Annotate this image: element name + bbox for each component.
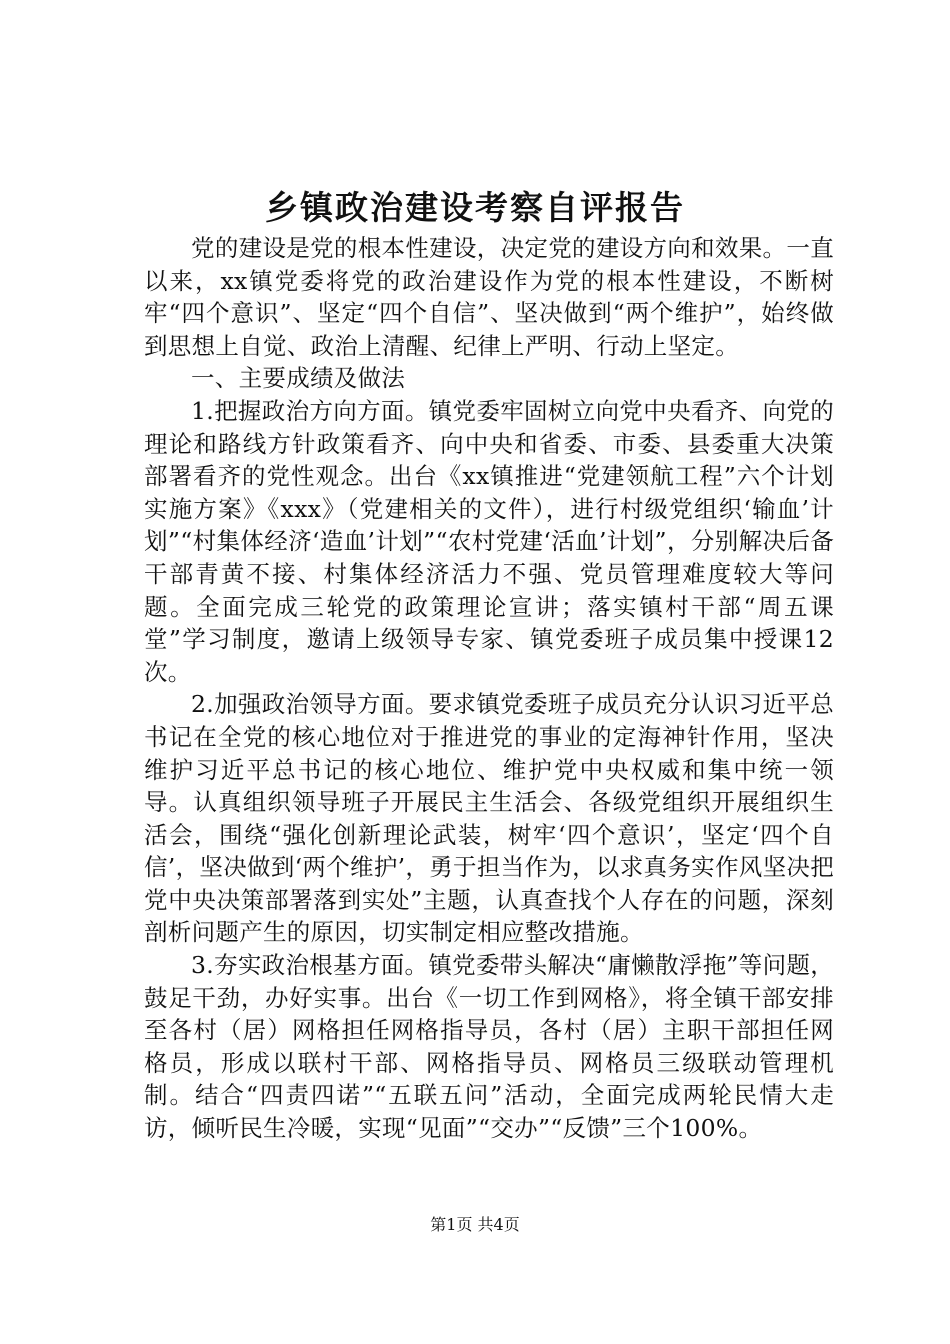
page-footer: 第1页 共4页 — [430, 1215, 520, 1234]
document-body — [144, 232, 834, 1145]
document-title: 乡镇政治建设考察自评报告 — [265, 188, 685, 227]
paragraph-political-foundation: 3.夯实政治根基方面。镇党委带头解决“庸懒散浮拖”等问题，鼓足干劲，办好实事。出台《一切工作到网格》，将全镇干部安排至各村（居）网格担任网格指导员，各村（居）主职干部担任网格员，形成以联村干部、网格指导员、网格员三级联动管理机制。结合“四责四诺”“五联五问”活动，全面完成两轮民情大走访，倾听民生冷暖，实现“见面”“交办”“反馈”三个100%。 — [144, 951, 834, 1143]
paragraph-intro: 党的建设是党的根本性建设，决定党的建设方向和效果。一直以来，xx镇党委将党的政治建设作为党的根本性建设，不断树牢“四个意识”、坚定“四个自信”、坚决做到“两个维护”，始终做到思想上自觉、政治上清醒、纪律上严明、行动上坚定。 — [144, 234, 834, 360]
paragraph-political-leadership: 2.加强政治领导方面。要求镇党委班子成员充分认识习近平总书记在全党的核心地位对于推进党的事业的定海神针作用，坚决维护习近平总书记的核心地位、维护党中央权威和集中统一领导。认真组织领导班子开展民主生活会、各级党组织开展组织生活会，围绕“强化创新理论武装，树牢‘四个意识’，坚定‘四个自信’，坚决做到‘两个维护’，勇于担当作为，以求真务实作风坚决把党中央决策部署落到实处”主题，认真查找个人存在的问题，深刻剖析问题产生的原因，切实制定相应整改措施。 — [144, 690, 834, 947]
section-heading-achievements: 一、主要成绩及做法 — [191, 364, 406, 393]
paragraph-political-direction: 1.把握政治方向方面。镇党委牢固树立向党中央看齐、向党的理论和路线方针政策看齐、向中央和省委、市委、县委重大决策部署看齐的党性观念。出台《xx镇推进“党建领航工程”六个计划实施方案》《xxx》（党建相关的文件），进行村级党组织‘输血’计划”“村集体经济‘造血’计划”“农村党建‘活血’计划”，分别解决后备干部青黄不接、村集体经济活力不强、党员管理难度较大等问题。全面完成三轮党的政策理论宣讲；落实镇村干部“周五课堂”学习制度，邀请上级领导专家、镇党委班子成员集中授课12次。 — [144, 396, 834, 686]
